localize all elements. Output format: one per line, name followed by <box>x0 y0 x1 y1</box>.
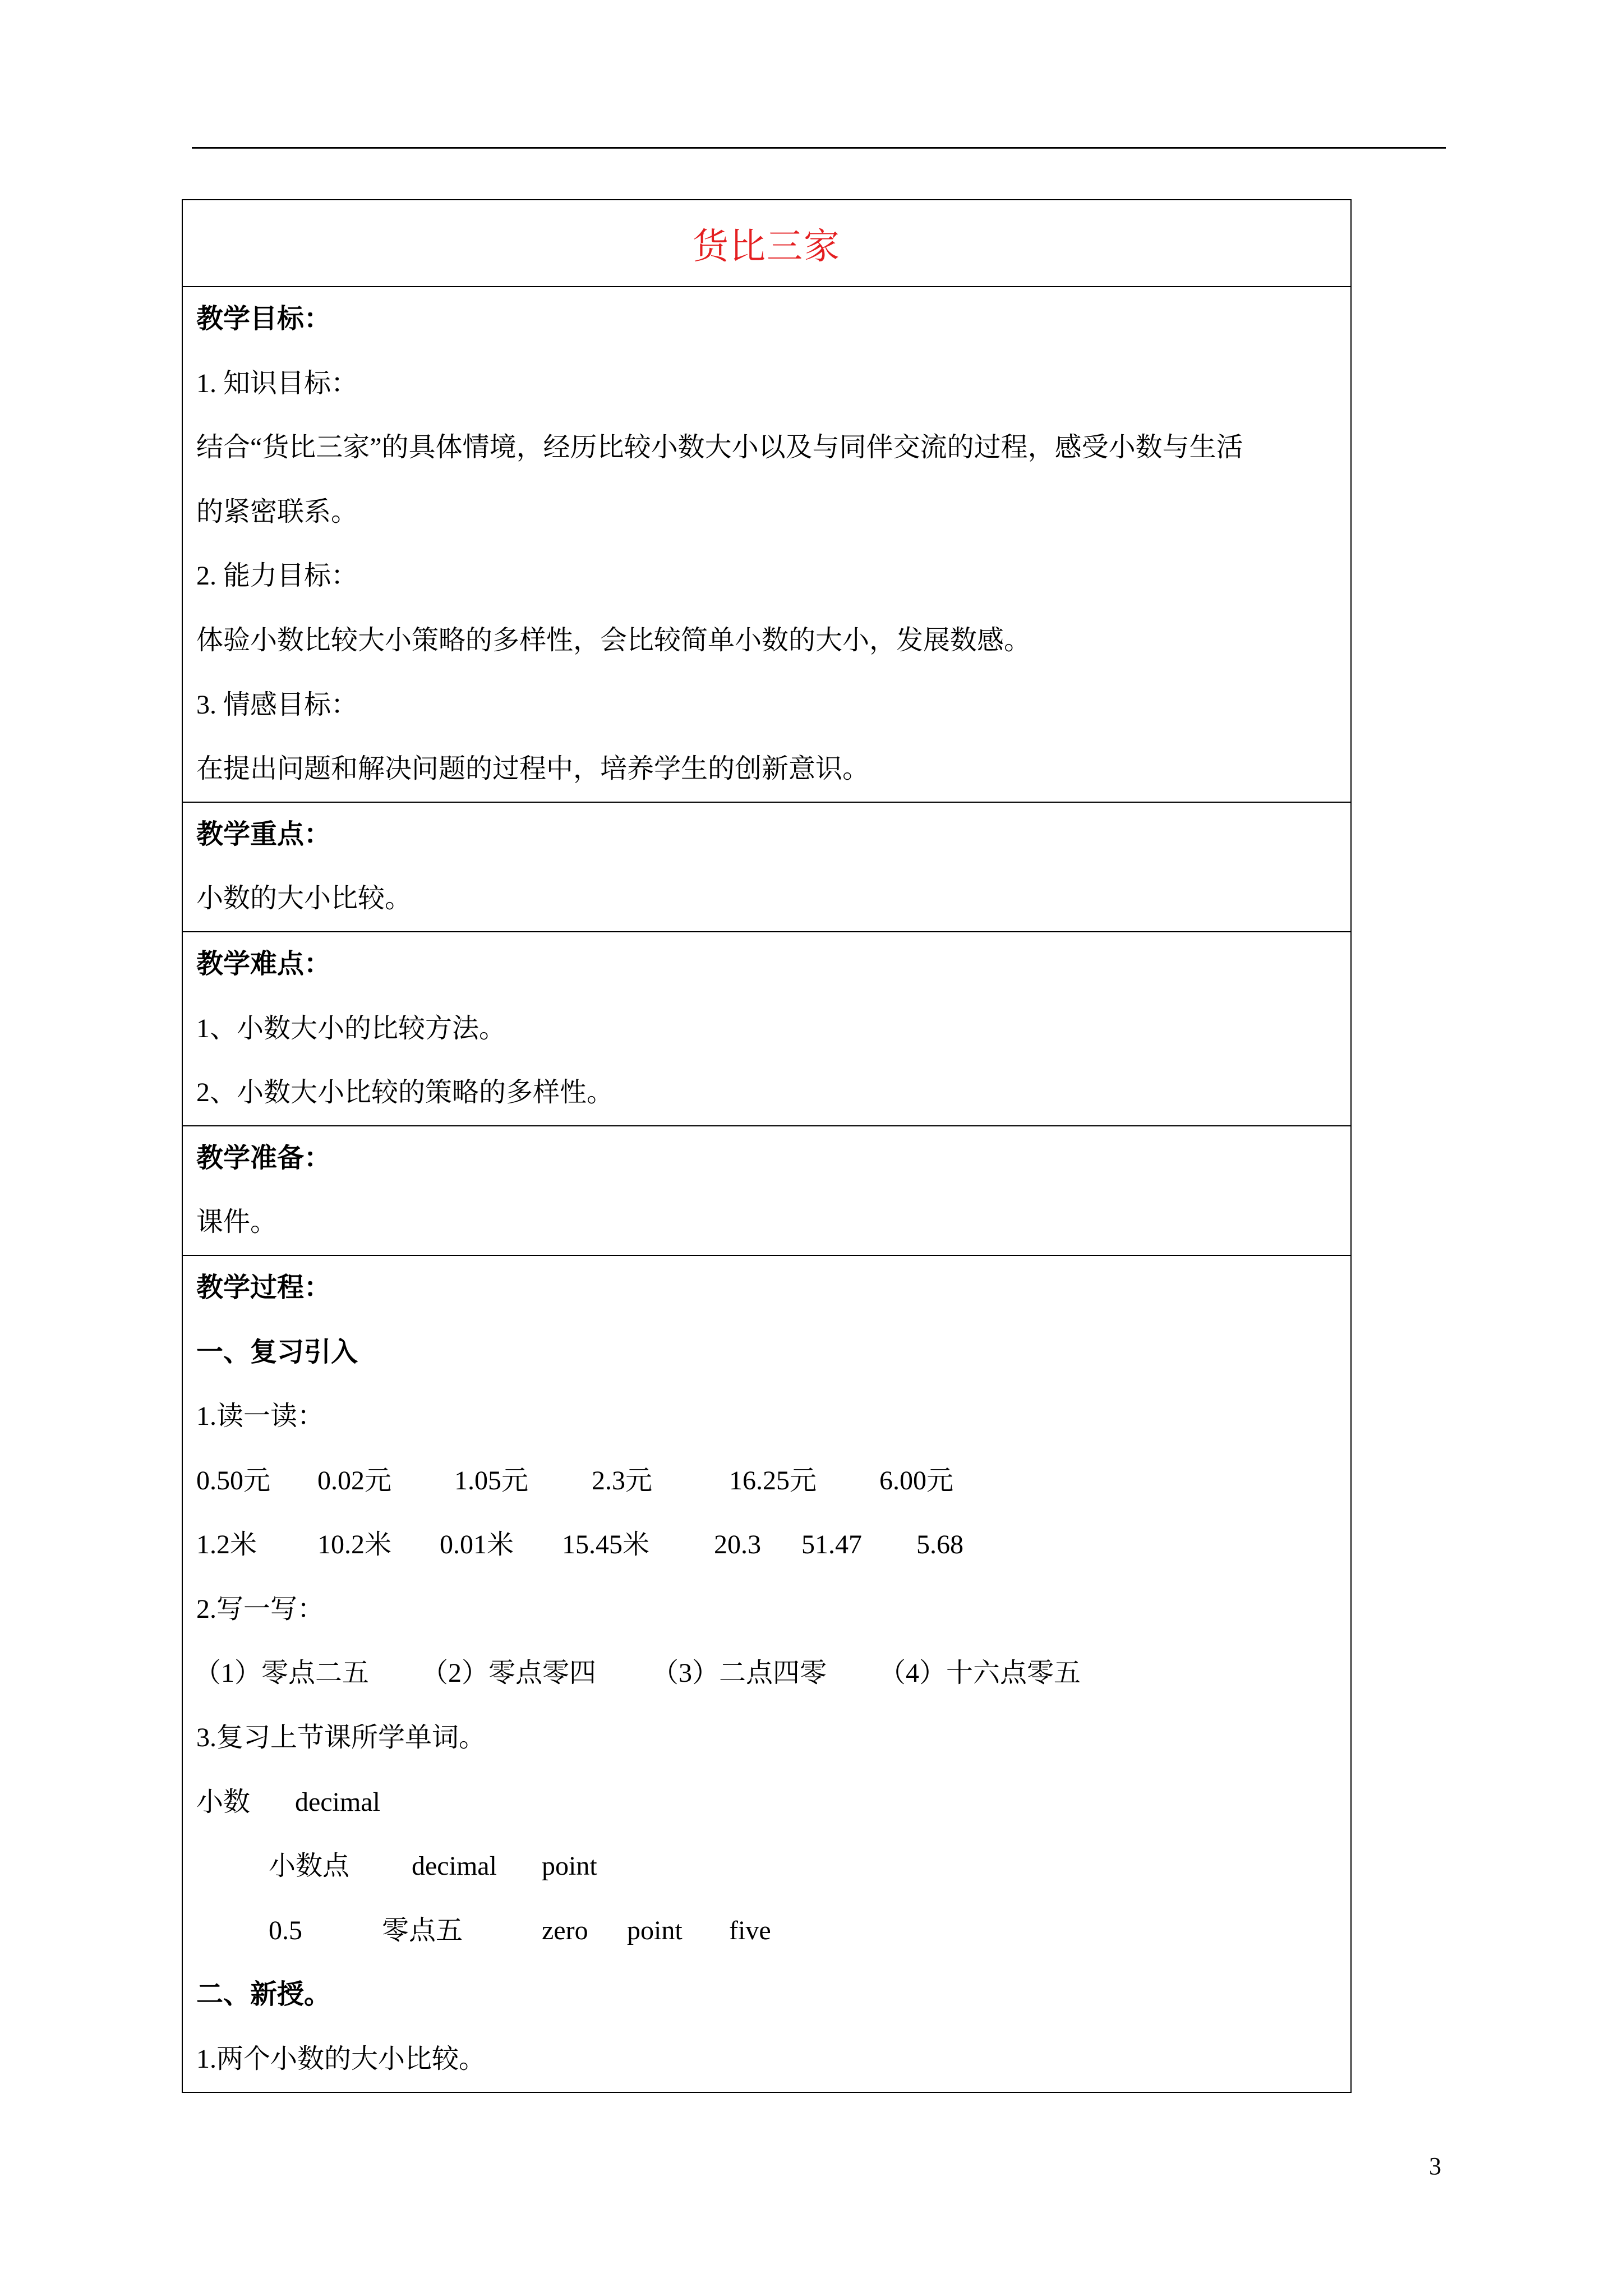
lesson-plan-table <box>182 199 1352 2093</box>
write-item: （4）十六点零五 <box>879 1658 1081 1688</box>
title-row <box>183 200 1350 287</box>
read-item: 0.50元 <box>196 1465 271 1496</box>
process-section <box>183 1256 1350 2092</box>
difficulties-heading: 教学难点： <box>196 949 331 979</box>
preparation-heading: 教学准备： <box>196 1143 331 1173</box>
read-item: 5.68 <box>916 1530 963 1560</box>
write-item: （3）二点四零 <box>652 1658 827 1688</box>
read-item: 1.05元 <box>454 1465 529 1496</box>
vocab-row <box>196 1899 1350 1963</box>
knowledge-goal-text-line-2: 的紧密联系。 <box>196 496 358 527</box>
knowledge-goal-text-line-1: 结合“货比三家”的具体情境，经历比较小数大小以及与同伴交流的过程，感受小数与生活 <box>196 432 1243 463</box>
vocab-row <box>196 1770 1350 1835</box>
read-item: 16.25元 <box>729 1465 817 1496</box>
key-points-heading: 教学重点： <box>196 819 331 849</box>
vocab-term: zero <box>542 1915 588 1945</box>
vocab-term: 小数点 <box>269 1851 350 1881</box>
lesson-title: 货比三家 <box>693 226 841 268</box>
write-item: （1）零点二五 <box>194 1658 370 1688</box>
write-label: 2.写一写： <box>196 1594 325 1624</box>
read-item: 0.01米 <box>440 1530 514 1560</box>
preparation-section <box>183 1126 1350 1256</box>
ability-goal-text: 体验小数比较大小策略的多样性，会比较简单小数的大小，发展数感。 <box>196 625 1031 655</box>
vocab-term: five <box>729 1915 771 1945</box>
part1-heading: 一、复习引入 <box>196 1337 358 1367</box>
part2-heading: 二、新授。 <box>196 1980 331 2010</box>
read-item: 6.00元 <box>879 1465 954 1496</box>
key-point-item: 小数的大小比较。 <box>196 884 412 914</box>
read-item: 51.47 <box>801 1530 862 1560</box>
read-item: 20.3 <box>714 1530 761 1560</box>
process-heading: 教学过程： <box>196 1272 331 1303</box>
emotion-goal-text: 在提出问题和解决问题的过程中，培养学生的创新意识。 <box>196 754 870 784</box>
header-rule <box>192 147 1446 149</box>
knowledge-goal-label: 1. 知识目标： <box>196 368 358 398</box>
difficulties-section <box>183 932 1350 1126</box>
read-item: 1.2米 <box>196 1530 257 1560</box>
vocab-term: decimal <box>295 1787 380 1817</box>
goals-section <box>183 287 1350 803</box>
read-row-lengths <box>196 1513 1350 1577</box>
vocab-row <box>196 1834 1350 1899</box>
goals-heading: 教学目标： <box>196 304 331 334</box>
read-item: 10.2米 <box>317 1530 392 1560</box>
preparation-item: 课件。 <box>196 1207 278 1237</box>
ability-goal-label: 2. 能力目标： <box>196 561 358 591</box>
new-lesson-item: 1.两个小数的大小比较。 <box>196 2044 486 2074</box>
page-number: 3 <box>1429 2152 1441 2180</box>
difficulty-item: 1、小数大小的比较方法。 <box>196 1013 506 1043</box>
read-row-prices <box>196 1449 1350 1513</box>
vocab-term: 小数 <box>196 1787 251 1817</box>
read-item: 0.02元 <box>317 1465 392 1496</box>
difficulty-item: 2、小数大小比较的策略的多样性。 <box>196 1078 614 1108</box>
vocab-term: 零点五 <box>382 1915 463 1945</box>
emotion-goal-label: 3. 情感目标： <box>196 689 358 720</box>
write-item: （2）零点零四 <box>421 1658 597 1688</box>
vocab-term: point <box>542 1851 597 1881</box>
vocab-term: decimal <box>412 1851 497 1881</box>
read-item: 2.3元 <box>592 1465 653 1496</box>
vocab-term: point <box>627 1915 683 1945</box>
review-label: 3.复习上节课所学单词。 <box>196 1723 486 1753</box>
vocab-term: 0.5 <box>269 1915 302 1945</box>
read-label: 1.读一读： <box>196 1401 325 1432</box>
write-row <box>196 1641 1350 1706</box>
key-points-section <box>183 803 1350 932</box>
read-item: 15.45米 <box>562 1530 650 1560</box>
